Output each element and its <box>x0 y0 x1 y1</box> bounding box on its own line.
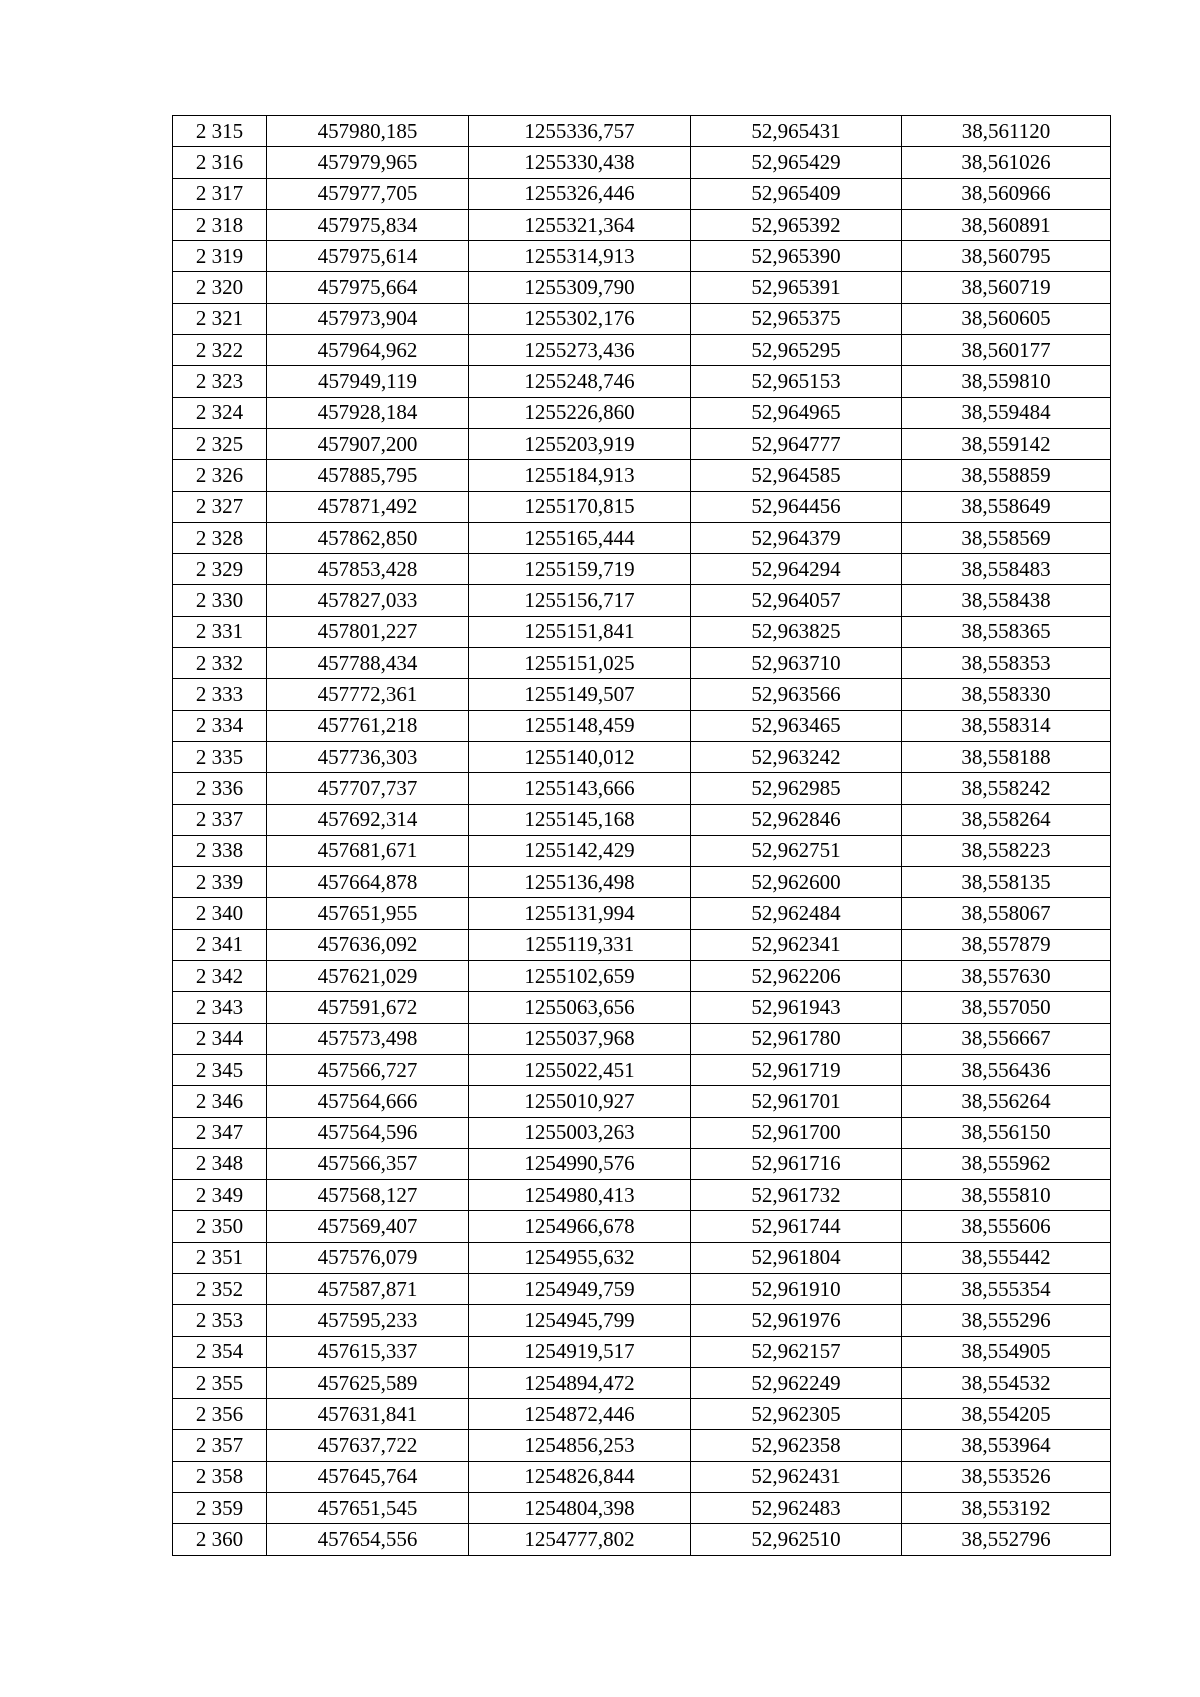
x-coordinate-cell: 457980,185 <box>267 116 469 147</box>
x-coordinate-cell: 457654,556 <box>267 1524 469 1555</box>
table-row <box>173 898 1111 929</box>
point-number-cell: 2 330 <box>173 585 267 616</box>
latitude-cell: 52,965375 <box>691 303 902 334</box>
point-number-cell: 2 334 <box>173 710 267 741</box>
y-coordinate-cell: 1255148,459 <box>469 710 691 741</box>
x-coordinate-cell: 457977,705 <box>267 178 469 209</box>
point-number-cell: 2 347 <box>173 1117 267 1148</box>
x-coordinate-cell: 457862,850 <box>267 522 469 553</box>
point-number-cell: 2 323 <box>173 366 267 397</box>
y-coordinate-cell: 1255131,994 <box>469 898 691 929</box>
latitude-cell: 52,963242 <box>691 741 902 772</box>
latitude-cell: 52,962358 <box>691 1430 902 1461</box>
longitude-cell: 38,560605 <box>902 303 1111 334</box>
coordinates-table <box>172 115 1111 1556</box>
latitude-cell: 52,963825 <box>691 616 902 647</box>
longitude-cell: 38,557050 <box>902 992 1111 1023</box>
latitude-cell: 52,965295 <box>691 335 902 366</box>
table-row <box>173 1148 1111 1179</box>
y-coordinate-cell: 1254980,413 <box>469 1180 691 1211</box>
latitude-cell: 52,962341 <box>691 929 902 960</box>
table-row <box>173 1211 1111 1242</box>
x-coordinate-cell: 457651,545 <box>267 1493 469 1524</box>
latitude-cell: 52,965429 <box>691 147 902 178</box>
latitude-cell: 52,962751 <box>691 835 902 866</box>
y-coordinate-cell: 1255140,012 <box>469 741 691 772</box>
table-row <box>173 835 1111 866</box>
point-number-cell: 2 340 <box>173 898 267 929</box>
longitude-cell: 38,558353 <box>902 648 1111 679</box>
point-number-cell: 2 329 <box>173 554 267 585</box>
latitude-cell: 52,965431 <box>691 116 902 147</box>
latitude-cell: 52,964456 <box>691 491 902 522</box>
x-coordinate-cell: 457885,795 <box>267 460 469 491</box>
longitude-cell: 38,555810 <box>902 1180 1111 1211</box>
latitude-cell: 52,962305 <box>691 1399 902 1430</box>
table-row <box>173 1023 1111 1054</box>
table-row <box>173 1367 1111 1398</box>
table-row <box>173 1086 1111 1117</box>
longitude-cell: 38,558223 <box>902 835 1111 866</box>
point-number-cell: 2 339 <box>173 867 267 898</box>
point-number-cell: 2 356 <box>173 1399 267 1430</box>
y-coordinate-cell: 1255142,429 <box>469 835 691 866</box>
longitude-cell: 38,553526 <box>902 1461 1111 1492</box>
table-row <box>173 1399 1111 1430</box>
longitude-cell: 38,558569 <box>902 522 1111 553</box>
point-number-cell: 2 358 <box>173 1461 267 1492</box>
latitude-cell: 52,961701 <box>691 1086 902 1117</box>
table-row <box>173 272 1111 303</box>
x-coordinate-cell: 457928,184 <box>267 397 469 428</box>
table-row <box>173 616 1111 647</box>
table-row <box>173 710 1111 741</box>
table-row <box>173 178 1111 209</box>
y-coordinate-cell: 1254804,398 <box>469 1493 691 1524</box>
latitude-cell: 52,965409 <box>691 178 902 209</box>
y-coordinate-cell: 1255184,913 <box>469 460 691 491</box>
point-number-cell: 2 359 <box>173 1493 267 1524</box>
x-coordinate-cell: 457645,764 <box>267 1461 469 1492</box>
x-coordinate-cell: 457621,029 <box>267 961 469 992</box>
point-number-cell: 2 332 <box>173 648 267 679</box>
longitude-cell: 38,557879 <box>902 929 1111 960</box>
y-coordinate-cell: 1255003,263 <box>469 1117 691 1148</box>
point-number-cell: 2 316 <box>173 147 267 178</box>
point-number-cell: 2 317 <box>173 178 267 209</box>
y-coordinate-cell: 1254777,802 <box>469 1524 691 1555</box>
x-coordinate-cell: 457949,119 <box>267 366 469 397</box>
point-number-cell: 2 344 <box>173 1023 267 1054</box>
y-coordinate-cell: 1255102,659 <box>469 961 691 992</box>
x-coordinate-cell: 457871,492 <box>267 491 469 522</box>
table-row <box>173 1242 1111 1273</box>
table-row <box>173 554 1111 585</box>
y-coordinate-cell: 1255063,656 <box>469 992 691 1023</box>
point-number-cell: 2 326 <box>173 460 267 491</box>
longitude-cell: 38,559484 <box>902 397 1111 428</box>
latitude-cell: 52,962431 <box>691 1461 902 1492</box>
latitude-cell: 52,961976 <box>691 1305 902 1336</box>
point-number-cell: 2 328 <box>173 522 267 553</box>
longitude-cell: 38,558330 <box>902 679 1111 710</box>
longitude-cell: 38,557630 <box>902 961 1111 992</box>
point-number-cell: 2 322 <box>173 335 267 366</box>
longitude-cell: 38,558264 <box>902 804 1111 835</box>
point-number-cell: 2 324 <box>173 397 267 428</box>
coordinates-table-body <box>173 116 1111 1556</box>
table-row <box>173 648 1111 679</box>
latitude-cell: 52,963465 <box>691 710 902 741</box>
y-coordinate-cell: 1254894,472 <box>469 1367 691 1398</box>
x-coordinate-cell: 457707,737 <box>267 773 469 804</box>
table-row <box>173 585 1111 616</box>
latitude-cell: 52,962249 <box>691 1367 902 1398</box>
point-number-cell: 2 335 <box>173 741 267 772</box>
point-number-cell: 2 345 <box>173 1054 267 1085</box>
x-coordinate-cell: 457664,878 <box>267 867 469 898</box>
latitude-cell: 52,961732 <box>691 1180 902 1211</box>
x-coordinate-cell: 457569,407 <box>267 1211 469 1242</box>
point-number-cell: 2 341 <box>173 929 267 960</box>
table-row <box>173 209 1111 240</box>
latitude-cell: 52,964057 <box>691 585 902 616</box>
y-coordinate-cell: 1255145,168 <box>469 804 691 835</box>
longitude-cell: 38,554532 <box>902 1367 1111 1398</box>
longitude-cell: 38,558438 <box>902 585 1111 616</box>
point-number-cell: 2 343 <box>173 992 267 1023</box>
longitude-cell: 38,560891 <box>902 209 1111 240</box>
point-number-cell: 2 350 <box>173 1211 267 1242</box>
table-row <box>173 491 1111 522</box>
latitude-cell: 52,962206 <box>691 961 902 992</box>
table-row <box>173 1305 1111 1336</box>
point-number-cell: 2 338 <box>173 835 267 866</box>
y-coordinate-cell: 1255330,438 <box>469 147 691 178</box>
point-number-cell: 2 351 <box>173 1242 267 1273</box>
x-coordinate-cell: 457566,357 <box>267 1148 469 1179</box>
x-coordinate-cell: 457595,233 <box>267 1305 469 1336</box>
latitude-cell: 52,964777 <box>691 428 902 459</box>
table-row <box>173 1430 1111 1461</box>
longitude-cell: 38,558649 <box>902 491 1111 522</box>
y-coordinate-cell: 1255336,757 <box>469 116 691 147</box>
table-row <box>173 241 1111 272</box>
point-number-cell: 2 349 <box>173 1180 267 1211</box>
y-coordinate-cell: 1255136,498 <box>469 867 691 898</box>
latitude-cell: 52,965391 <box>691 272 902 303</box>
y-coordinate-cell: 1255156,717 <box>469 585 691 616</box>
longitude-cell: 38,558067 <box>902 898 1111 929</box>
latitude-cell: 52,964379 <box>691 522 902 553</box>
longitude-cell: 38,561120 <box>902 116 1111 147</box>
point-number-cell: 2 355 <box>173 1367 267 1398</box>
y-coordinate-cell: 1255010,927 <box>469 1086 691 1117</box>
point-number-cell: 2 331 <box>173 616 267 647</box>
x-coordinate-cell: 457564,666 <box>267 1086 469 1117</box>
x-coordinate-cell: 457979,965 <box>267 147 469 178</box>
longitude-cell: 38,558483 <box>902 554 1111 585</box>
longitude-cell: 38,555442 <box>902 1242 1111 1273</box>
x-coordinate-cell: 457692,314 <box>267 804 469 835</box>
y-coordinate-cell: 1255273,436 <box>469 335 691 366</box>
longitude-cell: 38,558242 <box>902 773 1111 804</box>
table-row <box>173 992 1111 1023</box>
x-coordinate-cell: 457964,962 <box>267 335 469 366</box>
x-coordinate-cell: 457566,727 <box>267 1054 469 1085</box>
point-number-cell: 2 346 <box>173 1086 267 1117</box>
point-number-cell: 2 327 <box>173 491 267 522</box>
latitude-cell: 52,961804 <box>691 1242 902 1273</box>
x-coordinate-cell: 457681,671 <box>267 835 469 866</box>
latitude-cell: 52,965390 <box>691 241 902 272</box>
y-coordinate-cell: 1254966,678 <box>469 1211 691 1242</box>
latitude-cell: 52,962510 <box>691 1524 902 1555</box>
latitude-cell: 52,963566 <box>691 679 902 710</box>
x-coordinate-cell: 457772,361 <box>267 679 469 710</box>
latitude-cell: 52,964294 <box>691 554 902 585</box>
latitude-cell: 52,961716 <box>691 1148 902 1179</box>
point-number-cell: 2 353 <box>173 1305 267 1336</box>
longitude-cell: 38,556436 <box>902 1054 1111 1085</box>
latitude-cell: 52,962483 <box>691 1493 902 1524</box>
point-number-cell: 2 333 <box>173 679 267 710</box>
table-row <box>173 1493 1111 1524</box>
point-number-cell: 2 325 <box>173 428 267 459</box>
latitude-cell: 52,962600 <box>691 867 902 898</box>
point-number-cell: 2 319 <box>173 241 267 272</box>
latitude-cell: 52,963710 <box>691 648 902 679</box>
longitude-cell: 38,558859 <box>902 460 1111 491</box>
y-coordinate-cell: 1255151,841 <box>469 616 691 647</box>
table-row <box>173 397 1111 428</box>
latitude-cell: 52,962157 <box>691 1336 902 1367</box>
longitude-cell: 38,554905 <box>902 1336 1111 1367</box>
table-row <box>173 1180 1111 1211</box>
y-coordinate-cell: 1254919,517 <box>469 1336 691 1367</box>
point-number-cell: 2 336 <box>173 773 267 804</box>
longitude-cell: 38,560795 <box>902 241 1111 272</box>
table-row <box>173 773 1111 804</box>
longitude-cell: 38,559142 <box>902 428 1111 459</box>
x-coordinate-cell: 457651,955 <box>267 898 469 929</box>
longitude-cell: 38,560177 <box>902 335 1111 366</box>
x-coordinate-cell: 457591,672 <box>267 992 469 1023</box>
latitude-cell: 52,965153 <box>691 366 902 397</box>
y-coordinate-cell: 1255165,444 <box>469 522 691 553</box>
longitude-cell: 38,555606 <box>902 1211 1111 1242</box>
table-row <box>173 335 1111 366</box>
table-row <box>173 929 1111 960</box>
longitude-cell: 38,560719 <box>902 272 1111 303</box>
longitude-cell: 38,559810 <box>902 366 1111 397</box>
y-coordinate-cell: 1255151,025 <box>469 648 691 679</box>
longitude-cell: 38,555354 <box>902 1273 1111 1304</box>
x-coordinate-cell: 457564,596 <box>267 1117 469 1148</box>
x-coordinate-cell: 457615,337 <box>267 1336 469 1367</box>
table-row <box>173 1461 1111 1492</box>
x-coordinate-cell: 457761,218 <box>267 710 469 741</box>
y-coordinate-cell: 1255321,364 <box>469 209 691 240</box>
latitude-cell: 52,961910 <box>691 1273 902 1304</box>
table-row <box>173 1524 1111 1555</box>
x-coordinate-cell: 457576,079 <box>267 1242 469 1273</box>
x-coordinate-cell: 457975,834 <box>267 209 469 240</box>
table-row <box>173 961 1111 992</box>
latitude-cell: 52,961719 <box>691 1054 902 1085</box>
x-coordinate-cell: 457975,614 <box>267 241 469 272</box>
latitude-cell: 52,964965 <box>691 397 902 428</box>
latitude-cell: 52,964585 <box>691 460 902 491</box>
y-coordinate-cell: 1255226,860 <box>469 397 691 428</box>
y-coordinate-cell: 1255302,176 <box>469 303 691 334</box>
y-coordinate-cell: 1255159,719 <box>469 554 691 585</box>
x-coordinate-cell: 457973,904 <box>267 303 469 334</box>
table-row <box>173 679 1111 710</box>
y-coordinate-cell: 1255022,451 <box>469 1054 691 1085</box>
longitude-cell: 38,556264 <box>902 1086 1111 1117</box>
table-row <box>173 428 1111 459</box>
x-coordinate-cell: 457568,127 <box>267 1180 469 1211</box>
latitude-cell: 52,961700 <box>691 1117 902 1148</box>
point-number-cell: 2 320 <box>173 272 267 303</box>
table-row <box>173 1336 1111 1367</box>
x-coordinate-cell: 457625,589 <box>267 1367 469 1398</box>
table-row <box>173 303 1111 334</box>
table-row <box>173 1054 1111 1085</box>
point-number-cell: 2 315 <box>173 116 267 147</box>
point-number-cell: 2 360 <box>173 1524 267 1555</box>
longitude-cell: 38,553964 <box>902 1430 1111 1461</box>
longitude-cell: 38,558314 <box>902 710 1111 741</box>
table-row <box>173 741 1111 772</box>
longitude-cell: 38,561026 <box>902 147 1111 178</box>
y-coordinate-cell: 1254945,799 <box>469 1305 691 1336</box>
point-number-cell: 2 348 <box>173 1148 267 1179</box>
latitude-cell: 52,961744 <box>691 1211 902 1242</box>
table-row <box>173 804 1111 835</box>
point-number-cell: 2 342 <box>173 961 267 992</box>
longitude-cell: 38,553192 <box>902 1493 1111 1524</box>
longitude-cell: 38,555296 <box>902 1305 1111 1336</box>
point-number-cell: 2 352 <box>173 1273 267 1304</box>
y-coordinate-cell: 1255119,331 <box>469 929 691 960</box>
longitude-cell: 38,556667 <box>902 1023 1111 1054</box>
x-coordinate-cell: 457907,200 <box>267 428 469 459</box>
x-coordinate-cell: 457788,434 <box>267 648 469 679</box>
y-coordinate-cell: 1255203,919 <box>469 428 691 459</box>
y-coordinate-cell: 1255326,446 <box>469 178 691 209</box>
x-coordinate-cell: 457636,092 <box>267 929 469 960</box>
table-row <box>173 366 1111 397</box>
table-row <box>173 867 1111 898</box>
y-coordinate-cell: 1254856,253 <box>469 1430 691 1461</box>
x-coordinate-cell: 457573,498 <box>267 1023 469 1054</box>
y-coordinate-cell: 1255248,746 <box>469 366 691 397</box>
longitude-cell: 38,552796 <box>902 1524 1111 1555</box>
x-coordinate-cell: 457853,428 <box>267 554 469 585</box>
latitude-cell: 52,961943 <box>691 992 902 1023</box>
y-coordinate-cell: 1254872,446 <box>469 1399 691 1430</box>
y-coordinate-cell: 1255314,913 <box>469 241 691 272</box>
y-coordinate-cell: 1254990,576 <box>469 1148 691 1179</box>
x-coordinate-cell: 457975,664 <box>267 272 469 303</box>
point-number-cell: 2 337 <box>173 804 267 835</box>
point-number-cell: 2 321 <box>173 303 267 334</box>
table-row <box>173 1273 1111 1304</box>
table-row <box>173 1117 1111 1148</box>
table-row <box>173 116 1111 147</box>
latitude-cell: 52,962846 <box>691 804 902 835</box>
y-coordinate-cell: 1255149,507 <box>469 679 691 710</box>
x-coordinate-cell: 457827,033 <box>267 585 469 616</box>
table-row <box>173 522 1111 553</box>
y-coordinate-cell: 1255037,968 <box>469 1023 691 1054</box>
longitude-cell: 38,558188 <box>902 741 1111 772</box>
y-coordinate-cell: 1254826,844 <box>469 1461 691 1492</box>
x-coordinate-cell: 457587,871 <box>267 1273 469 1304</box>
x-coordinate-cell: 457801,227 <box>267 616 469 647</box>
y-coordinate-cell: 1255170,815 <box>469 491 691 522</box>
latitude-cell: 52,962484 <box>691 898 902 929</box>
y-coordinate-cell: 1254955,632 <box>469 1242 691 1273</box>
x-coordinate-cell: 457736,303 <box>267 741 469 772</box>
latitude-cell: 52,965392 <box>691 209 902 240</box>
longitude-cell: 38,558365 <box>902 616 1111 647</box>
longitude-cell: 38,555962 <box>902 1148 1111 1179</box>
table-row <box>173 460 1111 491</box>
latitude-cell: 52,962985 <box>691 773 902 804</box>
x-coordinate-cell: 457631,841 <box>267 1399 469 1430</box>
y-coordinate-cell: 1255309,790 <box>469 272 691 303</box>
longitude-cell: 38,558135 <box>902 867 1111 898</box>
x-coordinate-cell: 457637,722 <box>267 1430 469 1461</box>
point-number-cell: 2 354 <box>173 1336 267 1367</box>
longitude-cell: 38,556150 <box>902 1117 1111 1148</box>
point-number-cell: 2 318 <box>173 209 267 240</box>
y-coordinate-cell: 1254949,759 <box>469 1273 691 1304</box>
longitude-cell: 38,554205 <box>902 1399 1111 1430</box>
latitude-cell: 52,961780 <box>691 1023 902 1054</box>
longitude-cell: 38,560966 <box>902 178 1111 209</box>
table-row <box>173 147 1111 178</box>
y-coordinate-cell: 1255143,666 <box>469 773 691 804</box>
point-number-cell: 2 357 <box>173 1430 267 1461</box>
